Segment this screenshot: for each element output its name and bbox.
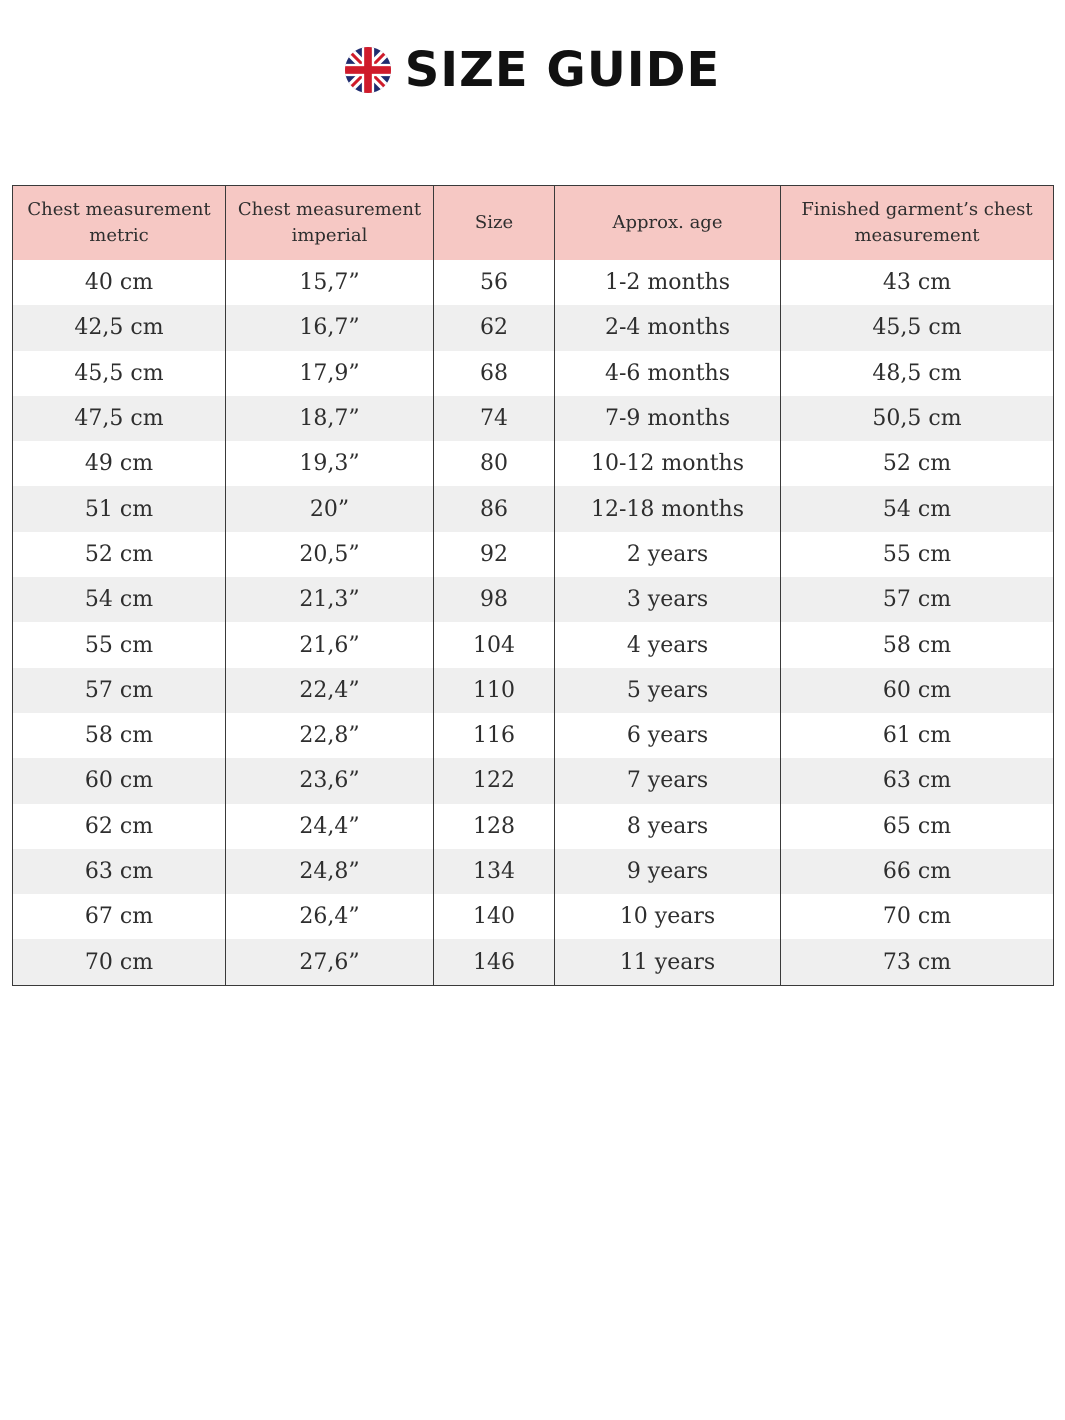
- cell-chest-imperial: 22,8”: [226, 713, 434, 758]
- cell-chest-imperial: 21,6”: [226, 622, 434, 667]
- cell-finished-chest: 65 cm: [781, 804, 1054, 849]
- cell-approx-age: 10 years: [555, 894, 781, 939]
- cell-size: 134: [434, 849, 555, 894]
- cell-approx-age: 12-18 months: [555, 486, 781, 531]
- cell-finished-chest: 66 cm: [781, 849, 1054, 894]
- cell-finished-chest: 57 cm: [781, 577, 1054, 622]
- cell-chest-metric: 47,5 cm: [13, 396, 226, 441]
- cell-approx-age: 2 years: [555, 532, 781, 577]
- cell-chest-metric: 52 cm: [13, 532, 226, 577]
- cell-approx-age: 3 years: [555, 577, 781, 622]
- table-row: [13, 351, 1054, 396]
- table-row: [13, 713, 1054, 758]
- cell-approx-age: 11 years: [555, 939, 781, 985]
- cell-chest-imperial: 18,7”: [226, 396, 434, 441]
- cell-approx-age: 5 years: [555, 668, 781, 713]
- cell-chest-metric: 60 cm: [13, 758, 226, 803]
- cell-approx-age: 7-9 months: [555, 396, 781, 441]
- cell-finished-chest: 70 cm: [781, 894, 1054, 939]
- table-body: [13, 260, 1054, 985]
- cell-size: 146: [434, 939, 555, 985]
- table-row: [13, 668, 1054, 713]
- page-title: SIZE GUIDE: [404, 42, 721, 98]
- cell-chest-imperial: 20,5”: [226, 532, 434, 577]
- cell-chest-metric: 40 cm: [13, 260, 226, 305]
- cell-chest-metric: 57 cm: [13, 668, 226, 713]
- size-table: [12, 185, 1054, 986]
- cell-chest-metric: 63 cm: [13, 849, 226, 894]
- table-row: [13, 939, 1054, 985]
- table-row: [13, 532, 1054, 577]
- cell-chest-metric: 51 cm: [13, 486, 226, 531]
- header-size: Size: [434, 186, 555, 261]
- cell-approx-age: 8 years: [555, 804, 781, 849]
- table-row: [13, 305, 1054, 350]
- cell-size: 86: [434, 486, 555, 531]
- cell-size: 128: [434, 804, 555, 849]
- cell-finished-chest: 58 cm: [781, 622, 1054, 667]
- table-row: [13, 486, 1054, 531]
- cell-size: 104: [434, 622, 555, 667]
- cell-approx-age: 1-2 months: [555, 260, 781, 305]
- cell-size: 98: [434, 577, 555, 622]
- cell-finished-chest: 52 cm: [781, 441, 1054, 486]
- cell-chest-imperial: 26,4”: [226, 894, 434, 939]
- table-header: [13, 186, 1054, 261]
- cell-chest-metric: 42,5 cm: [13, 305, 226, 350]
- table-row: [13, 260, 1054, 305]
- cell-finished-chest: 43 cm: [781, 260, 1054, 305]
- cell-finished-chest: 61 cm: [781, 713, 1054, 758]
- cell-chest-imperial: 15,7”: [226, 260, 434, 305]
- table-row: [13, 441, 1054, 486]
- cell-size: 116: [434, 713, 555, 758]
- cell-chest-metric: 67 cm: [13, 894, 226, 939]
- cell-size: 68: [434, 351, 555, 396]
- cell-chest-imperial: 21,3”: [226, 577, 434, 622]
- cell-finished-chest: 48,5 cm: [781, 351, 1054, 396]
- cell-approx-age: 4 years: [555, 622, 781, 667]
- cell-chest-metric: 62 cm: [13, 804, 226, 849]
- cell-size: 74: [434, 396, 555, 441]
- table-row: [13, 622, 1054, 667]
- cell-chest-imperial: 16,7”: [226, 305, 434, 350]
- cell-chest-metric: 58 cm: [13, 713, 226, 758]
- cell-chest-metric: 49 cm: [13, 441, 226, 486]
- cell-approx-age: 9 years: [555, 849, 781, 894]
- cell-finished-chest: 60 cm: [781, 668, 1054, 713]
- page-header: [0, 40, 1065, 100]
- cell-chest-metric: 54 cm: [13, 577, 226, 622]
- table-row: [13, 577, 1054, 622]
- table-header-row: [13, 186, 1054, 261]
- cell-approx-age: 6 years: [555, 713, 781, 758]
- cell-chest-imperial: 24,4”: [226, 804, 434, 849]
- cell-chest-imperial: 23,6”: [226, 758, 434, 803]
- cell-finished-chest: 45,5 cm: [781, 305, 1054, 350]
- cell-size: 62: [434, 305, 555, 350]
- cell-size: 56: [434, 260, 555, 305]
- cell-size: 110: [434, 668, 555, 713]
- cell-chest-imperial: 20”: [226, 486, 434, 531]
- cell-chest-metric: 45,5 cm: [13, 351, 226, 396]
- cell-size: 92: [434, 532, 555, 577]
- header-chest-imperial: Chest measurement imperial: [226, 186, 434, 261]
- cell-approx-age: 2-4 months: [555, 305, 781, 350]
- cell-chest-imperial: 17,9”: [226, 351, 434, 396]
- cell-finished-chest: 63 cm: [781, 758, 1054, 803]
- cell-approx-age: 7 years: [555, 758, 781, 803]
- table-row: [13, 894, 1054, 939]
- cell-chest-imperial: 24,8”: [226, 849, 434, 894]
- table-row: [13, 396, 1054, 441]
- cell-chest-imperial: 27,6”: [226, 939, 434, 985]
- uk-flag-icon: [345, 47, 391, 93]
- cell-size: 122: [434, 758, 555, 803]
- cell-size: 80: [434, 441, 555, 486]
- cell-approx-age: 10-12 months: [555, 441, 781, 486]
- cell-chest-imperial: 19,3”: [226, 441, 434, 486]
- cell-finished-chest: 55 cm: [781, 532, 1054, 577]
- cell-finished-chest: 54 cm: [781, 486, 1054, 531]
- cell-finished-chest: 50,5 cm: [781, 396, 1054, 441]
- cell-approx-age: 4-6 months: [555, 351, 781, 396]
- table-row: [13, 804, 1054, 849]
- cell-chest-metric: 70 cm: [13, 939, 226, 985]
- table-row: [13, 758, 1054, 803]
- cell-finished-chest: 73 cm: [781, 939, 1054, 985]
- header-finished-chest: Finished garment’s chest measurement: [781, 186, 1054, 261]
- cell-chest-metric: 55 cm: [13, 622, 226, 667]
- table-row: [13, 849, 1054, 894]
- cell-chest-imperial: 22,4”: [226, 668, 434, 713]
- cell-size: 140: [434, 894, 555, 939]
- header-chest-metric: Chest measurement metric: [13, 186, 226, 261]
- header-approx-age: Approx. age: [555, 186, 781, 261]
